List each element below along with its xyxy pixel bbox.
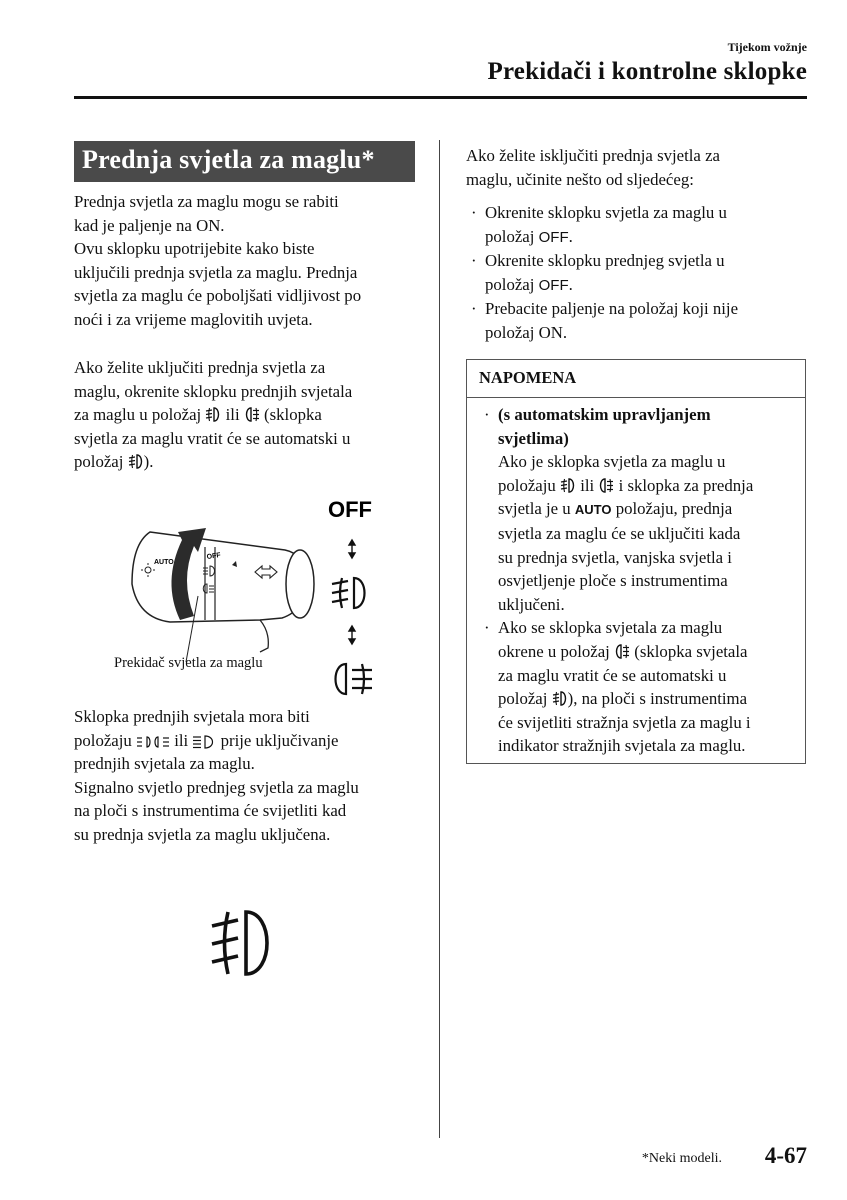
front-fog-indicator-icon: [208, 906, 280, 980]
list-item: · Okrenite sklopku prednjeg svjetla u položaj OFF.: [471, 251, 725, 294]
note-heading: NAPOMENA: [467, 360, 805, 398]
note-box: [466, 359, 806, 764]
turn-off-list: [468, 201, 813, 345]
list-item: · Okrenite sklopku svjetla za maglu u položaj OFF.: [471, 203, 727, 246]
rear-fog-icon: [598, 477, 614, 494]
auto-label: AUTO: [574, 502, 612, 518]
up-down-arrow-1: [349, 540, 355, 558]
front-fog-icon: [560, 477, 576, 494]
up-down-arrow-2: [349, 626, 355, 644]
switch-off-label: OFF: [206, 552, 222, 561]
page-number: 4-67: [764, 1143, 807, 1168]
parking-light-icon: [136, 735, 170, 749]
off-position-label: OFF: [328, 497, 372, 522]
section-title: Prednja svjetla za maglu*: [74, 141, 415, 182]
running-header-section: Tijekom vožnje: [727, 40, 807, 54]
switch-auto-label: AUTO: [154, 559, 174, 566]
rear-fog-icon: [336, 664, 373, 694]
front-fog-icon: [128, 453, 144, 470]
note-item: · Ako se sklopka svjetala za maglu okrene u položaj (sklopka svjetala za maglu vratit će se automatski u položaj ), na ploči s instrumentima će svijetliti stražnja svjetla za maglu i indikator stražnjih svjetala za maglu.: [484, 618, 751, 756]
after-paragraph: Sklopka prednjih svjetala mora biti položaju ili prije uključivanje prednjih svjetala za maglu. Signalno svjetlo prednjeg svjetla za maglu na ploči s instrumentima će svijetliti kad su prednja svjetla za maglu uključena.: [74, 707, 359, 844]
switch-stalk: [132, 532, 314, 652]
header-rule: [74, 96, 807, 99]
rear-fog-icon: [244, 406, 260, 423]
column-divider: [439, 140, 440, 1138]
front-fog-icon: [205, 406, 221, 423]
front-fog-icon: [332, 578, 365, 608]
turn-on-paragraph: Ako želite uključiti prednja svjetla za maglu, okrenite sklopku prednjih svjetala za maglu u položaj ili (sklopka svjetla za maglu vratit će se automatski u položaj ).: [74, 358, 353, 472]
turn-off-intro: Ako želite isključiti prednja svjetla za maglu, učinite nešto od sljedećeg:: [466, 146, 720, 189]
footnote: *Neki modeli.: [641, 1151, 722, 1166]
figure-caption: Prekidač svjetla za maglu: [114, 655, 263, 671]
running-header-title: Prekidači i kontrolne sklopke: [487, 58, 807, 85]
rear-fog-icon: [614, 643, 630, 660]
intro-paragraph: Prednja svjetla za maglu mogu se rabiti kad je paljenje na ON. Ovu sklopku upotrijebite kako biste uključili prednja svjetla za maglu. Prednja svjetla za maglu će poboljšati vidljivost po noći i za vrijeme maglovitih uvjeta.: [74, 192, 362, 329]
note-body: [481, 403, 801, 758]
front-fog-icon: [552, 690, 568, 707]
note-item: · (s automatskim upravljanjem svjetlima) Ako je sklopka svjetla za maglu u položaju ili i sklopka za prednja svjetla je u AUTO položaju, prednja svjetla za maglu će se uključiti kada su prednja svjetla, vanjska svjetla i osvjetljenje ploče s instrumentima uključeni.: [484, 405, 754, 614]
headlight-icon: [192, 735, 216, 749]
list-item: · Prebacite paljenje na položaj koji nije položaj ON.: [471, 299, 739, 342]
